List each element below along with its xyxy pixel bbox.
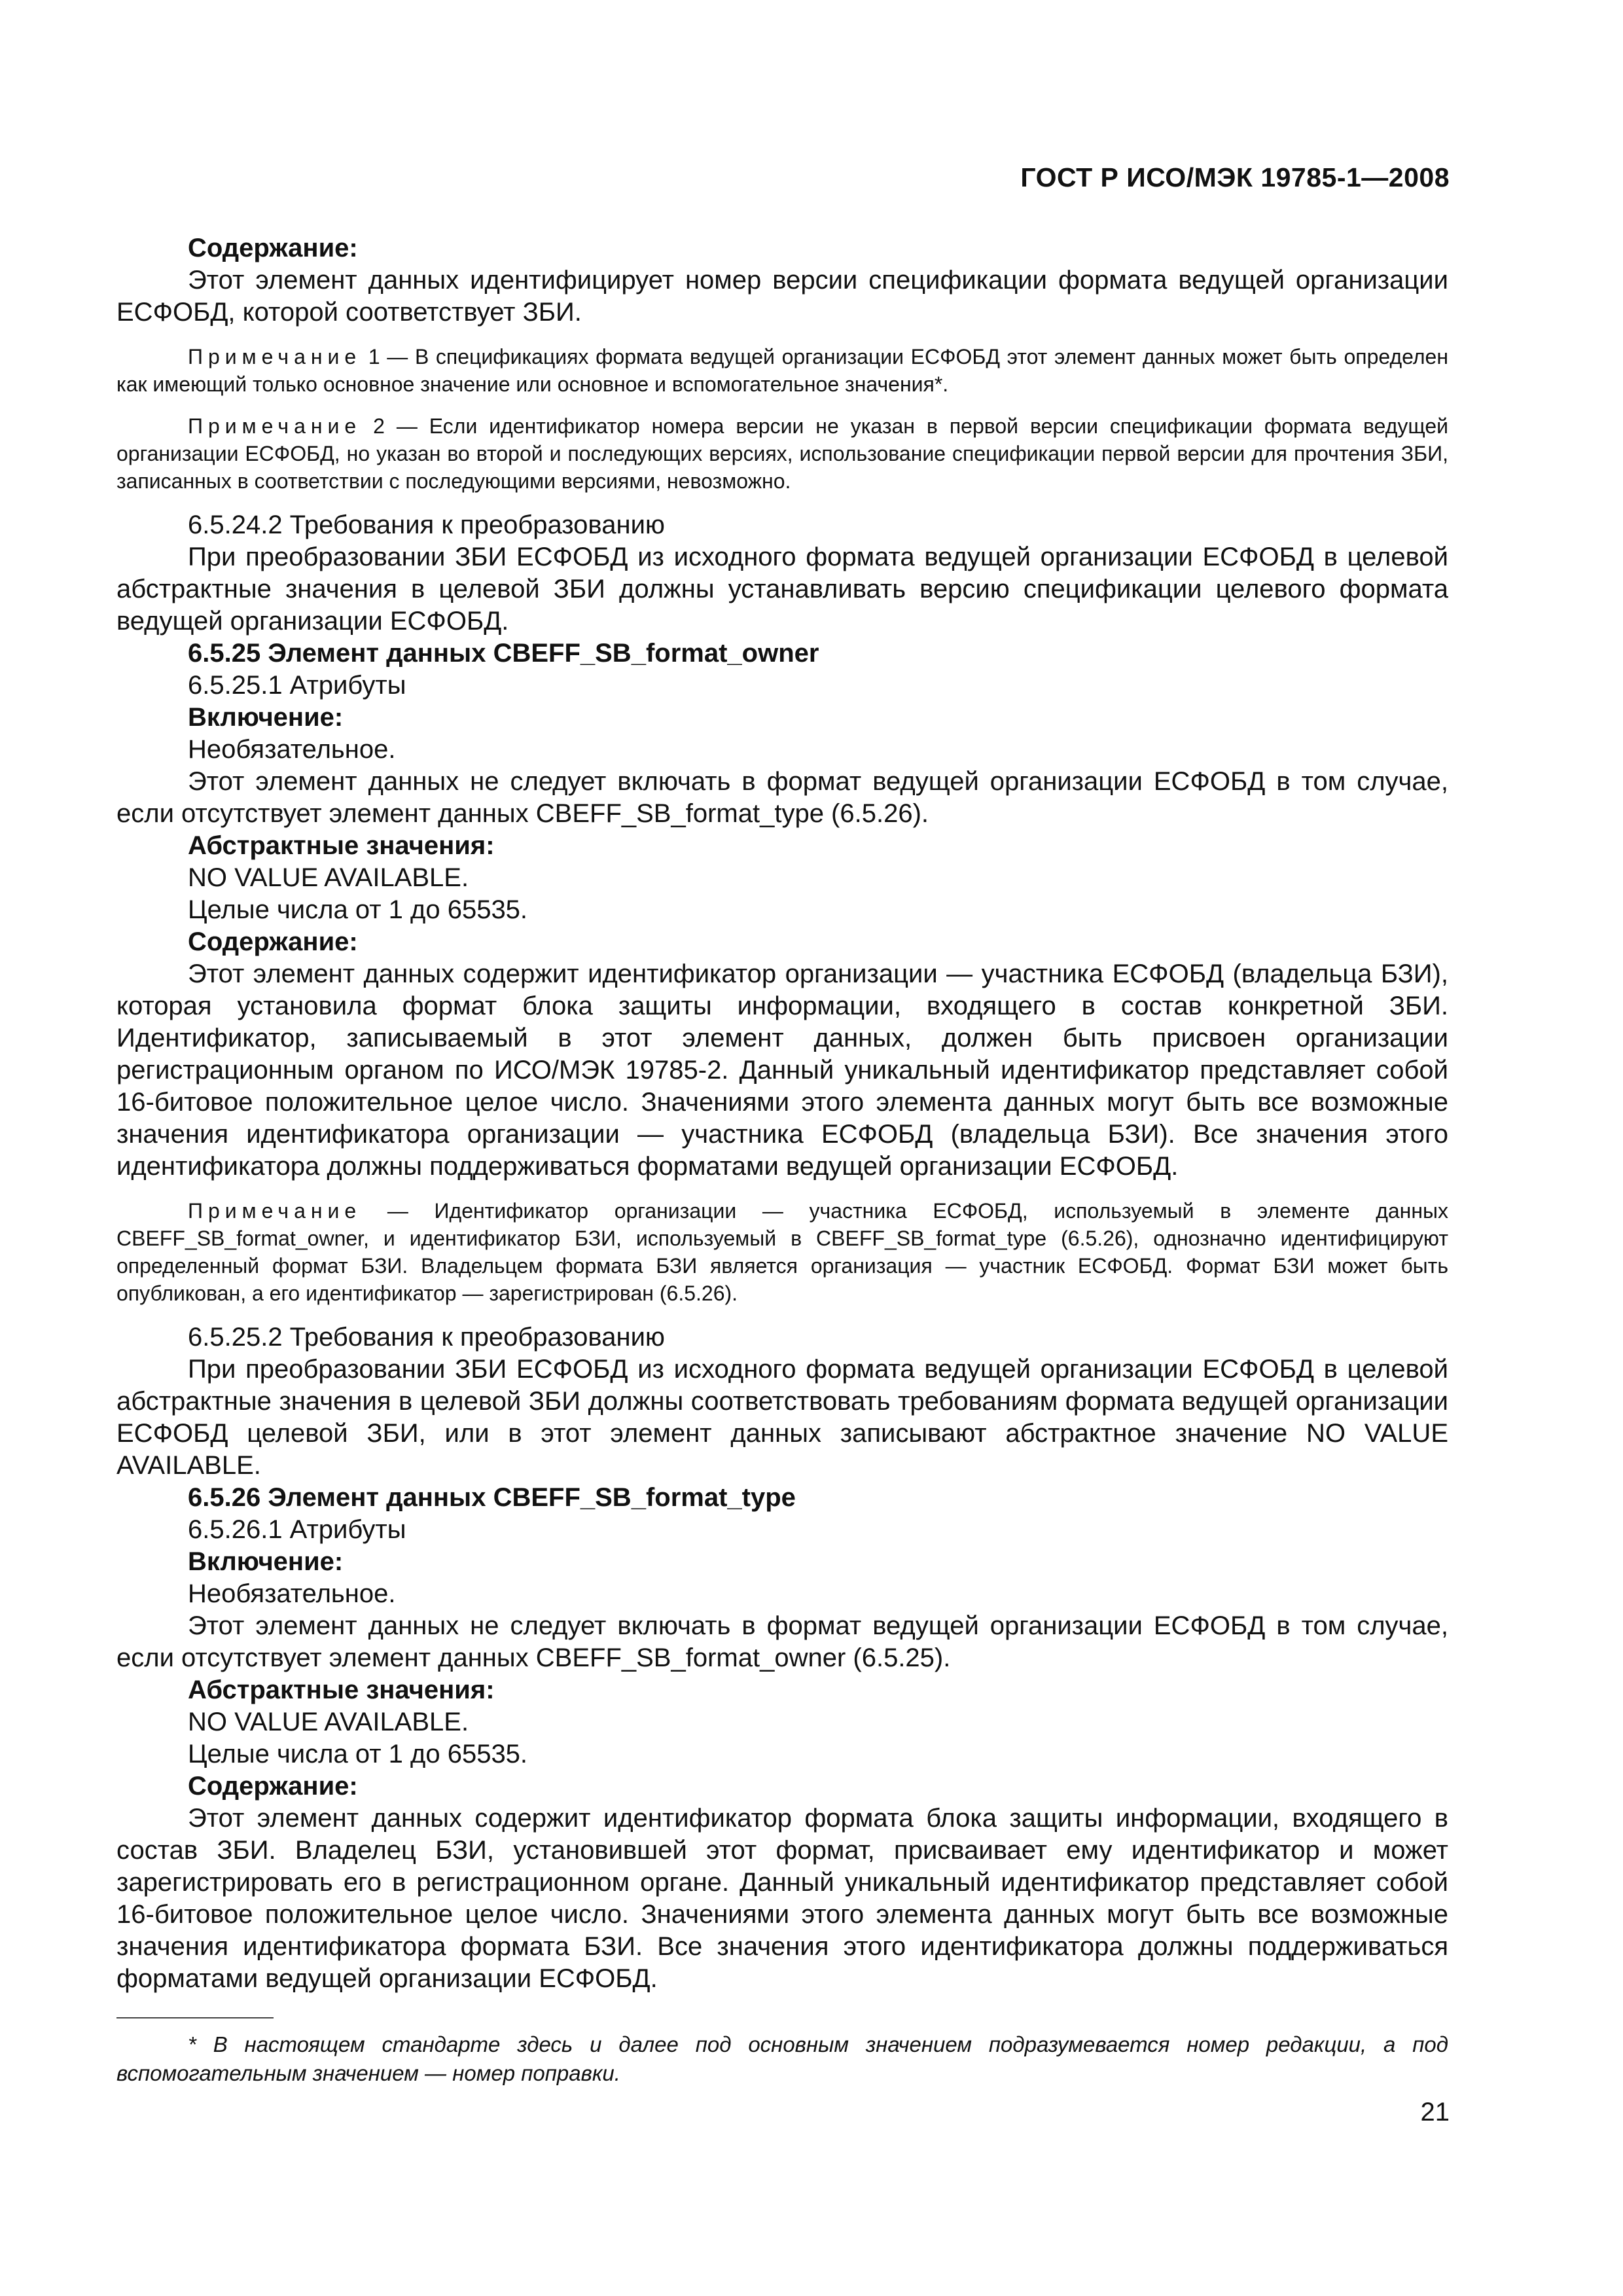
heading-inclusion: Включение: [188,703,344,732]
footnote: * В настоящем стандарте здесь и далее под основным значением подразумевается номер редакции, а под вспомогательным значением — номер поправки. [116,2032,1448,2085]
page-body [116,232,1448,2088]
note-label: Примечание [188,1199,362,1223]
subsection-title: 6.5.25.1 Атрибуты [188,671,406,700]
paragraph: NO VALUE AVAILABLE. [188,863,469,892]
paragraph: Целые числа от 1 до 65535. [188,895,528,924]
subsection-title: 6.5.24.2 Требования к преобразованию [188,511,665,539]
note-text: 2 — Если идентификатор номера версии не указан в первой версии спецификации формата ведущей организации ЕСФОБД, но указан во второй и последующих версиях, использование спецификации первой версии для прочтения ЗБИ, записанных в соответствии с последующими версиями, невозможно. [116,414,1448,493]
paragraph: При преобразовании ЗБИ ЕСФОБД из исходного формата ведущей организации ЕСФОБД в целевой абстрактные значения в целевой ЗБИ должны устанавливать версию спецификации целевого формата ведущей организации ЕСФОБД. [116,543,1448,636]
note-label: Примечание [188,345,362,368]
paragraph: Этот элемент данных содержит идентификатор формата блока защиты информации, входящего в состав ЗБИ. Владелец БЗИ, установившей этот формат, присваивает ему идентификатор и может зарегистрировать его в регистрационном органе. Данный уникальный идентификатор представляет собой 16-битовое положительное целое число. Значениями этого элемента данных могут быть все возможные значения идентификатора формата БЗИ. Все значения этого идентификатора должны поддерживаться форматами ведущей организации ЕСФОБД. [116,1804,1448,1993]
note-3 [116,1197,1448,1307]
note-label: Примечание [188,414,362,438]
paragraph: Этот элемент данных содержит идентификатор организации — участника ЕСФОБД (владельца БЗИ), которая установила формат блока защиты информации, входящего в состав конкретной ЗБИ. Идентификатор, записываемый в этот элемент данных, должен быть присвоен организации регистрационным органом по ИСО/МЭК 19785-2. Данный уникальный идентификатор представляет собой 16-битовое положительное целое число. Значениями этого элемента данных могут быть все возможные значения идентификатора организации — участника ЕСФОБД (владельца БЗИ). Все значения этого идентификатора должны поддерживаться форматами ведущей организации ЕСФОБД. [116,960,1448,1181]
section-heading: 6.5.26 Элемент данных CBEFF_SB_format_type [188,1483,796,1512]
heading-abstract-values: Абстрактные значения: [188,1676,495,1704]
heading-abstract-values: Абстрактные значения: [188,831,495,860]
heading-content: Содержание: [188,234,358,262]
footnote-divider [116,2017,274,2018]
note-text: 1 — В спецификациях формата ведущей организации ЕСФОБД этот элемент данных может быть определен как имеющий только основное значение или основное и вспомогательное значения*. [116,345,1448,396]
paragraph: Этот элемент данных не следует включать в формат ведущей организации ЕСФОБД в том случае, если отсутствует элемент данных CBEFF_SB_format_owner (6.5.25). [116,1611,1448,1672]
paragraph: Целые числа от 1 до 65535. [188,1740,528,1768]
subsection-title: 6.5.25.2 Требования к преобразованию [188,1323,665,1352]
heading-content: Содержание: [188,927,358,956]
paragraph: Этот элемент данных не следует включать в формат ведущей организации ЕСФОБД в том случае, если отсутствует элемент данных CBEFF_SB_format_type (6.5.26). [116,767,1448,828]
heading-inclusion: Включение: [188,1547,344,1576]
paragraph: При преобразовании ЗБИ ЕСФОБД из исходного формата ведущей организации ЕСФОБД в целевой абстрактные значения в целевой ЗБИ должны соответствовать требованиям формата ведущей организации ЕСФОБД целевой ЗБИ, или в этот элемент данных записывают абстрактное значение NO VALUE AVAILABLE. [116,1355,1448,1480]
paragraph: NO VALUE AVAILABLE. [188,1708,469,1736]
page-number: 21 [1420,2098,1450,2126]
section-heading: 6.5.25 Элемент данных CBEFF_SB_format_owner [188,639,819,668]
paragraph: Необязательное. [188,1579,396,1608]
heading-content: Содержание: [188,1772,358,1801]
subsection-title: 6.5.26.1 Атрибуты [188,1515,406,1544]
paragraph: Необязательное. [188,735,396,764]
note-text: — Идентификатор организации — участника ЕСФОБД, используемый в элементе данных CBEFF_SB_format_owner, и идентификатор БЗИ, используемый в CBEFF_SB_format_type (6.5.26), однозначно идентифицируют определенный формат БЗИ. Владельцем формата БЗИ является организация — участник ЕСФОБД. Формат БЗИ может быть опубликован, а его идентификатор — зарегистрирован (6.5.26). [116,1199,1448,1305]
page-header-doc-number: ГОСТ Р ИСО/МЭК 19785-1—2008 [1020,162,1450,192]
note-1 [116,343,1448,398]
note-2 [116,412,1448,495]
paragraph: Этот элемент данных идентифицирует номер версии спецификации формата ведущей организации ЕСФОБД, которой соответствует ЗБИ. [116,266,1448,327]
